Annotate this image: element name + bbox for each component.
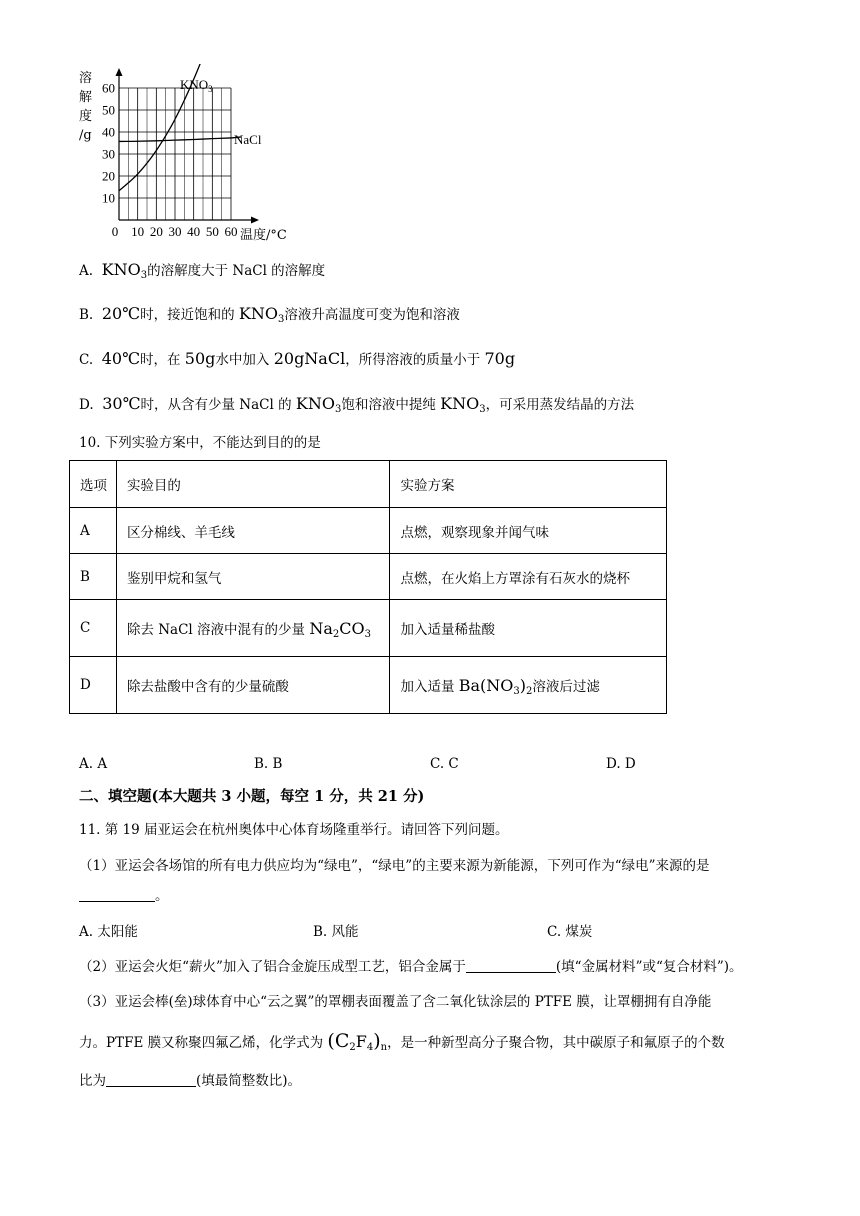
x-axis-label: 温度/°C: [240, 228, 287, 243]
solubility-chart: [70, 62, 310, 247]
q11-part1: （1）亚运会各场馆的所有电力供应均为“绿电”，“绿电”的主要来源为新能源，下列可作为“绿电”来源的是: [79, 858, 710, 874]
q9-option-d[interactable]: D. 30℃时，从含有少量 NaCl 的 $KNO_3$饱和溶液中提纯 $KNO_3$，可采用蒸发结晶的方法: [79, 394, 635, 415]
x-tick-label: 30: [168, 224, 182, 239]
y-axis-label-char: /g: [79, 128, 92, 143]
q9-option-c[interactable]: C. 40℃时，在 50g水中加入 20gNaCl，所得溶液的质量小于 70g: [79, 349, 516, 368]
chart-grid: [119, 88, 231, 220]
x-tick-label: 10: [131, 224, 145, 239]
table-row: B 鉴别甲烷和氢气 点燃，在火焰上方罩涂有石灰水的烧杯: [70, 554, 667, 600]
table-row: D 除去盐酸中含有的少量硫酸 加入适量 $Ba(NO_3)_2$溶液后过滤: [70, 657, 667, 714]
x-axis-arrow: [251, 217, 259, 224]
q11-part3-line3: 比为 (填最简整数比)。: [79, 1073, 302, 1089]
q11-part3-line2: 力。PTFE 膜又称聚四氟乙烯，化学式为 $(C_2F_4)_n$，是一种新型高分子聚合物，其中碳原子和氟原子的个数: [79, 1030, 725, 1053]
q9-option-b[interactable]: B. 20℃时，接近饱和的 $KNO_3$溶液升高温度可变为饱和溶液: [79, 304, 460, 325]
q9-option-a[interactable]: A. $KNO_3$的溶解度大于 NaCl 的溶解度: [79, 260, 326, 281]
table-row: A 区分棉线、羊毛线 点燃，观察现象并闻气味: [70, 508, 667, 554]
q11-part3-line1: （3）亚运会棒(垒)球体育中心“云之翼”的罩棚表面覆盖了含二氧化钛涂层的 PTFE 膜，让罩棚拥有自净能: [79, 994, 712, 1010]
y-axis-label-char: 解: [79, 90, 93, 105]
x-tick-label: 20: [149, 224, 163, 239]
y-axis-label: [79, 70, 92, 143]
experiment-table: [69, 460, 667, 714]
header-option: 选项: [70, 461, 117, 508]
q11-stem: 11. 第 19 届亚运会在杭州奥体中心体育场隆重举行。请回答下列问题。: [79, 822, 509, 838]
q10-stem: 10. 下列实验方案中，不能达到目的的是: [79, 435, 321, 451]
y-tick-label: 20: [102, 168, 115, 184]
answer-blank-3[interactable]: [106, 1072, 196, 1087]
y-tick-label: 30: [102, 146, 115, 162]
y-tick-label: 60: [102, 80, 115, 96]
table-row: C 除去 NaCl 溶液中混有的少量 $Na_2CO_3$ 加入适量稀盐酸: [70, 600, 667, 657]
answer-blank-1[interactable]: [79, 887, 155, 902]
series-label-kno3: $KNO_3$: [180, 77, 213, 94]
q11-choice-c[interactable]: C. 煤炭: [547, 924, 593, 940]
answer-blank-2[interactable]: [466, 958, 556, 973]
x-tick-label: 50: [205, 224, 219, 239]
x-tick-label: 40: [187, 224, 201, 239]
q10-choice-d[interactable]: D. D: [606, 756, 636, 772]
q11-choice-b[interactable]: B. 风能: [313, 924, 359, 940]
x-tick-label: 60: [224, 224, 238, 239]
series-label-nacl: NaCl: [234, 132, 262, 147]
q11-part1-answer: 。: [79, 886, 169, 906]
q10-choice-a[interactable]: A. A: [79, 756, 108, 772]
header-plan: 实验方案: [390, 461, 667, 508]
y-axis-arrow: [116, 68, 123, 76]
y-tick-label: 40: [102, 124, 115, 140]
q11-choice-a[interactable]: A. 太阳能: [79, 924, 138, 940]
q11-part2: （2）亚运会火炬“薪火”加入了铝合金旋压成型工艺，铝合金属于 (填“金属材料”或“复合材料”)。: [79, 959, 743, 975]
chart-tick-labels: [102, 81, 238, 240]
y-tick-label: 50: [102, 102, 115, 118]
y-tick-label: 10: [102, 190, 115, 206]
q10-choice-c[interactable]: C. C: [430, 756, 459, 772]
y-axis-label-char: 度: [79, 109, 93, 124]
table-header-row: [70, 461, 667, 508]
header-goal: 实验目的: [116, 461, 390, 508]
x-tick-label: 0: [111, 224, 119, 239]
y-axis-label-char: 溶: [79, 71, 93, 86]
q10-choice-b[interactable]: B. B: [254, 756, 283, 772]
section-title: 二、填空题(本大题共 3 小题，每空 1 分，共 21 分): [79, 788, 425, 805]
